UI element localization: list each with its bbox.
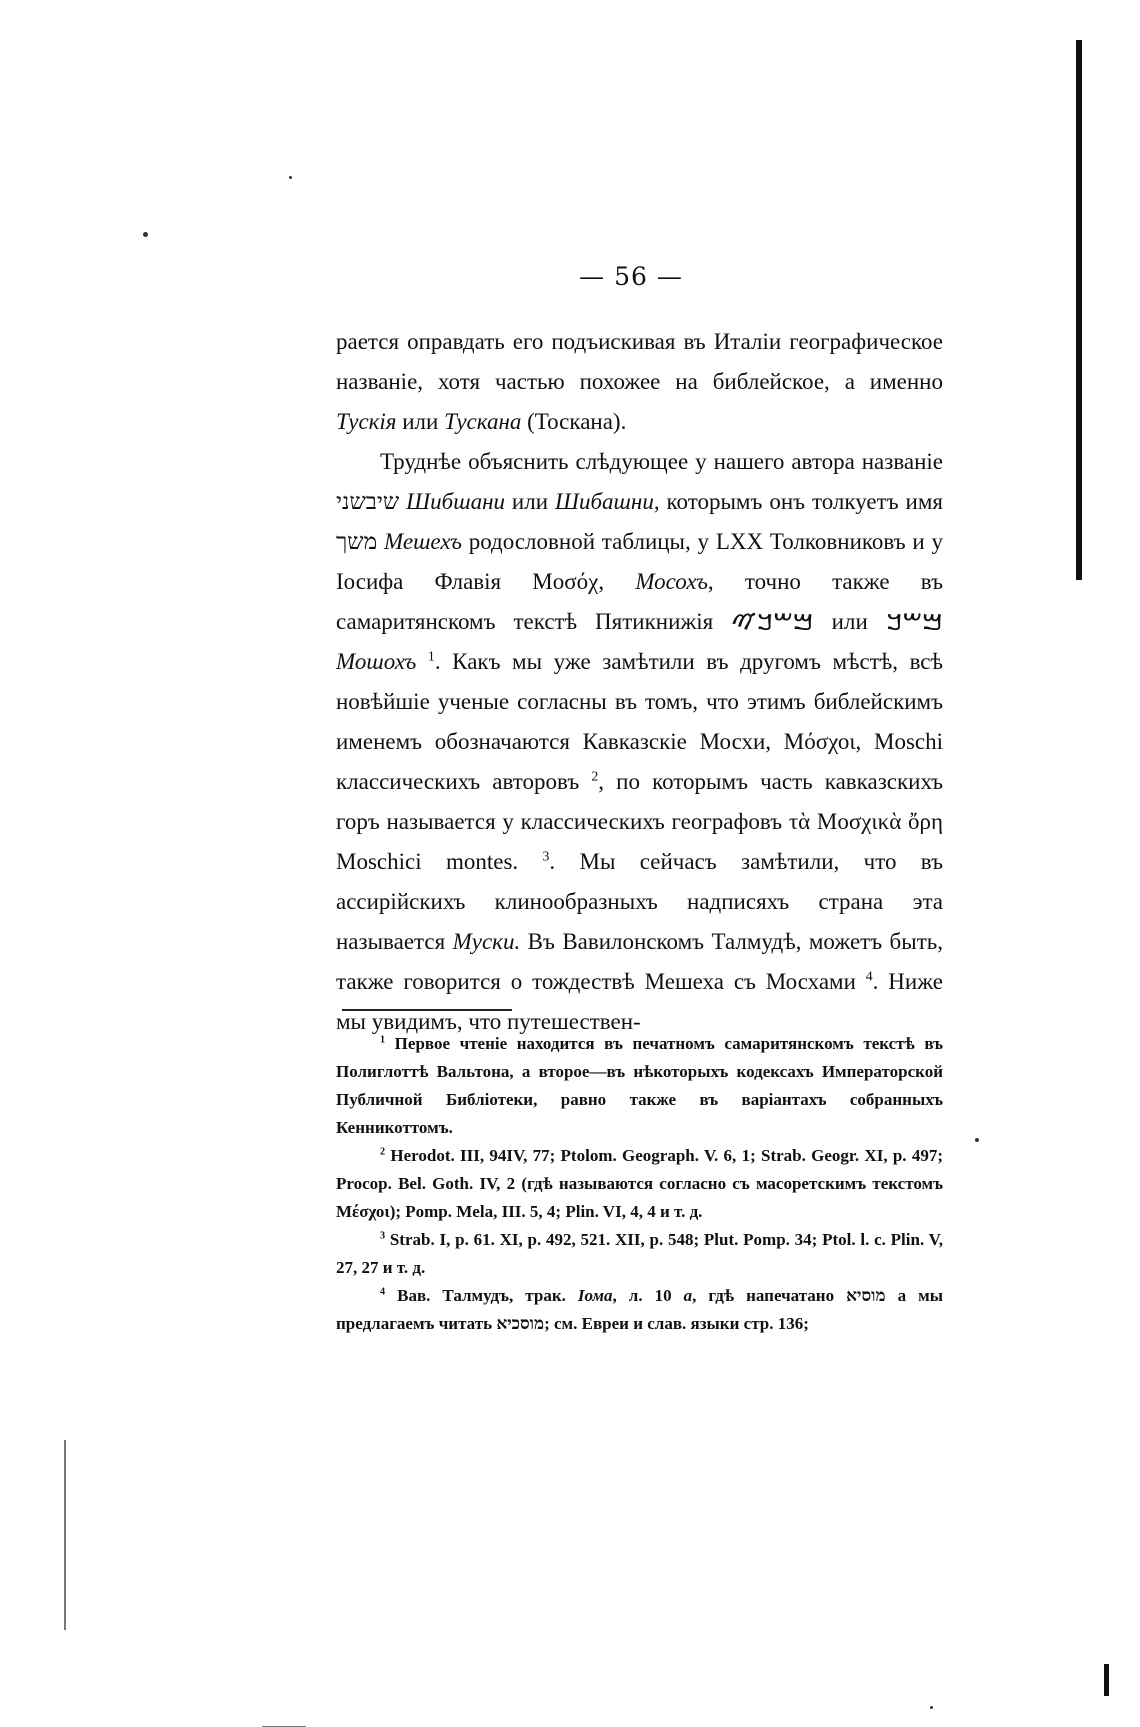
italic-run: Шибшани — [406, 489, 505, 514]
paragraph-2 — [336, 442, 943, 1042]
footnote-3 — [336, 1226, 943, 1282]
text-run: Труднѣе объяснить слѣдующее у нашего автора названіе שיבשני — [336, 449, 943, 514]
text-run: Strab. I, p. 61. XI, p. 492, 521. XII, p. 548; Plut. Pomp. 34; Ptol. l. c. Plin. V, 27, 27 и т. д. — [336, 1230, 943, 1277]
footnote-marker: 2 — [380, 1146, 386, 1158]
text-run: или — [504, 489, 555, 514]
text-run: Вав. Талмудъ, трак. — [385, 1286, 578, 1305]
text-run: рается оправдать его подъискивая въ Италіи географическое названіе, хотя частью похожее на библейское, а именно — [336, 329, 943, 394]
footnote-marker: 4 — [380, 1286, 386, 1298]
text-run: Herodot. III, 94IV, 77; Ptolom. Geograph. V. 6, 1; Strab. Geogr. XI, p. 497; Procop. Bel. Goth. IV, 2 (гдѣ называются согласно съ масоретскимъ текстомъ Μέσχοι); Pomp. Mela, III. 5, 4; Plin. VI, 4, 4 и т. д. — [336, 1146, 943, 1221]
italic-run: Іома — [577, 1286, 613, 1305]
text-run: , по которымъ часть кавказскихъ горъ называется у классическихъ географовъ τὰ Μοσχικὰ ὄρη Moschici montes. — [336, 769, 943, 874]
italic-run: Шибашни — [554, 489, 654, 514]
page-number: — 56 — — [579, 262, 683, 291]
italic-run: Муски. — [452, 929, 521, 954]
scan-edge-left — [64, 1440, 66, 1630]
italic-run: а — [683, 1286, 693, 1305]
footnote-marker: 1 — [380, 1034, 386, 1046]
footnote-2 — [336, 1142, 943, 1226]
text-run: , точно также въ самаритянскомъ текстѣ Пятикнижія ࠌࠔࠊࠉ или ࠌࠔࠊ — [336, 569, 943, 634]
footnote-marker: 3 — [380, 1230, 386, 1242]
italic-run: Мошохъ — [336, 649, 417, 674]
footnote-ref-1: 1 — [427, 648, 435, 664]
scan-edge-right — [1076, 40, 1082, 580]
text-run: . Какъ мы уже замѣтили въ другомъ мѣстѣ, всѣ новѣйшіе ученые согласны въ томъ, что этимъ библейскимъ именемъ обозначаются Кавказскіе Мосхи, Μόσχοι, Moschi классическихъ авторовъ — [336, 649, 943, 794]
text-run: , гдѣ напечатано מוסיא а мы предлагаемъ читать מוסכיא; см. Евреи и слав. языки стр. 136; — [336, 1286, 943, 1333]
text-run: Первое чтеніе находится въ печатномъ самаритянскомъ текстѣ въ Полиглоттѣ Вальтона, а второе—въ нѣкоторыхъ кодексахъ Императорской Публичной Библіотеки, равно также въ варіантахъ собранныхъ Кенникоттомъ. — [336, 1034, 943, 1137]
footnote-ref-4: 4 — [865, 968, 873, 984]
speck — [975, 1138, 979, 1142]
footnote-1 — [336, 1030, 943, 1142]
speck — [143, 232, 148, 237]
text-run: , которымъ онъ толкуетъ имя משך — [336, 489, 943, 554]
text-run: . Ниже мы увидимъ, что путешествен- — [336, 969, 943, 1034]
speck — [930, 1706, 933, 1709]
footnote-divider — [342, 1009, 512, 1011]
footnote-ref-2: 2 — [591, 768, 599, 784]
text-run: , л. 10 — [612, 1286, 684, 1305]
italic-run: Тускана — [444, 409, 522, 434]
text-run: . Мы сейчасъ замѣтили, что въ ассирійскихъ клинообразныхъ надписяхъ страна эта называется — [336, 849, 943, 954]
text-run: (Тоскана). — [521, 409, 627, 434]
italic-run: Тускія — [336, 409, 397, 434]
italic-run: Мешехъ — [384, 529, 462, 554]
text-run: или — [396, 409, 445, 434]
paragraph-1 — [336, 322, 943, 442]
scan-edge-bottom-right — [1104, 1664, 1109, 1696]
text-run: родословной таблицы, у LXX Толковниковъ и у Іосифа Флавія Μοσόχ, — [336, 529, 943, 594]
text-run — [416, 649, 428, 674]
footnote-ref-3: 3 — [542, 848, 550, 864]
italic-run: Мосохъ — [635, 569, 708, 594]
footnotes — [336, 1030, 943, 1338]
footnote-4 — [336, 1282, 943, 1338]
text-run: Въ Вавилонскомъ Талмудѣ, можетъ быть, также говорится о тождествѣ Мешеха съ Мосхами — [336, 929, 943, 994]
main-text — [336, 322, 943, 1042]
speck — [289, 176, 292, 179]
